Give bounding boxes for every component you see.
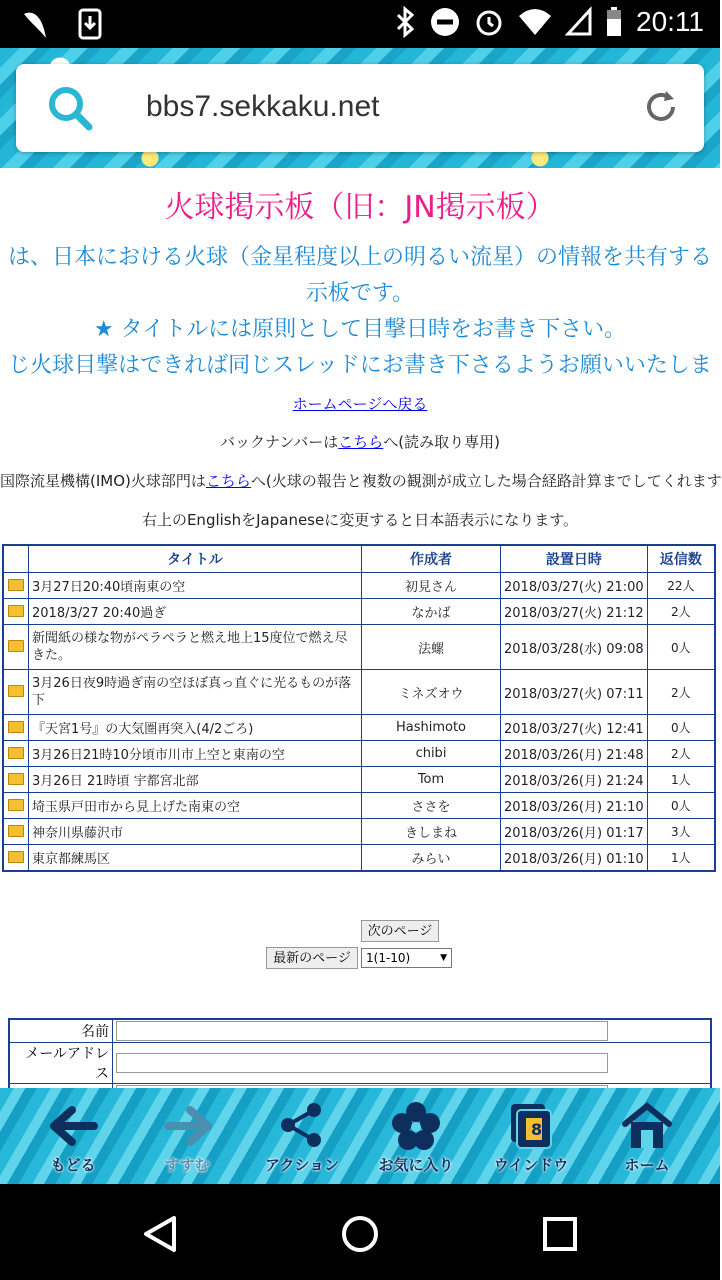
email-label: メールアドレス <box>9 1043 113 1084</box>
thread-title[interactable]: 3月26日21時10分頃市川市上空と東南の空 <box>29 741 362 767</box>
favorites-button[interactable] <box>361 1088 471 1184</box>
folder-icon <box>8 825 24 837</box>
imo-link[interactable]: こちら <box>205 472 251 490</box>
folder-icon <box>8 579 24 591</box>
backnumber-row <box>0 431 720 452</box>
thread-table <box>2 544 716 872</box>
backnumber-prefix: バックナンバーは <box>220 433 339 451</box>
header-date: 設置日時 <box>501 545 648 573</box>
thread-title[interactable]: 2018/3/27 20:40過ぎ <box>29 599 362 625</box>
folder-icon <box>8 851 24 863</box>
thread-author: 初見さん <box>362 573 501 599</box>
dropdown-arrow-icon: ▼ <box>440 953 447 963</box>
page-select[interactable] <box>361 948 452 968</box>
folder-icon-cell <box>3 845 29 872</box>
table-row[interactable] <box>3 819 715 845</box>
table-row[interactable] <box>3 793 715 819</box>
intro-line-2: 示板です。 <box>305 281 415 306</box>
battery-icon <box>606 7 622 37</box>
app-notification-icon <box>22 8 48 40</box>
form-row-name <box>9 1019 711 1043</box>
favorites-label: お気に入り <box>378 1156 454 1174</box>
forward-label: すすむ <box>164 1156 210 1174</box>
thread-replies: 2人 <box>647 741 715 767</box>
download-icon <box>78 8 102 40</box>
folder-icon-cell <box>3 819 29 845</box>
address-bar[interactable] <box>16 64 704 152</box>
home-label: ホーム <box>624 1156 670 1174</box>
thread-replies: 0人 <box>647 625 715 670</box>
folder-icon-cell <box>3 625 29 670</box>
thread-date: 2018/03/28(水) 09:08 <box>501 625 648 670</box>
table-row[interactable] <box>3 845 715 872</box>
window-count: 8 <box>531 1120 543 1139</box>
next-page-button[interactable]: 次のページ <box>361 920 439 942</box>
folder-icon-cell <box>3 715 29 741</box>
backnumber-link[interactable]: こちら <box>338 433 384 451</box>
bluetooth-icon <box>394 7 416 37</box>
email-input[interactable] <box>116 1053 608 1073</box>
home-link-row <box>0 393 720 414</box>
url-text[interactable]: bbs7.sekkaku.net <box>146 90 380 123</box>
forward-arrow-icon <box>164 1106 212 1146</box>
table-row[interactable] <box>3 599 715 625</box>
intro-line-4: じ火球目撃はできれば同じスレッドにお書き下さるようお願いいたしま <box>8 353 712 378</box>
table-row[interactable] <box>3 625 715 670</box>
action-button[interactable] <box>247 1088 357 1184</box>
folder-icon <box>8 799 24 811</box>
thread-date: 2018/03/26(月) 21:48 <box>501 741 648 767</box>
thread-author: きしまね <box>362 819 501 845</box>
page-title: 火球掲示板（旧：JN掲示板） <box>164 190 556 225</box>
folder-icon <box>8 605 24 617</box>
wifi-icon <box>518 8 552 36</box>
table-row[interactable] <box>3 741 715 767</box>
thread-author: 法螺 <box>362 625 501 670</box>
name-label: 名前 <box>9 1019 113 1043</box>
back-button[interactable] <box>18 1088 128 1184</box>
thread-replies: 0人 <box>647 715 715 741</box>
thread-author: ささを <box>362 793 501 819</box>
do-not-disturb-icon <box>430 7 460 37</box>
thread-title[interactable]: 東京都練馬区 <box>29 845 362 872</box>
folder-icon <box>8 747 24 759</box>
header-icon-col <box>3 545 29 573</box>
thread-replies: 3人 <box>647 819 715 845</box>
thread-title[interactable]: 新聞紙の様な物がペラペラと燃え地上15度位で燃え尽きた。 <box>29 625 362 670</box>
folder-icon-cell <box>3 599 29 625</box>
thread-title[interactable]: 神奈川県藤沢市 <box>29 819 362 845</box>
thread-date: 2018/03/26(月) 01:17 <box>501 819 648 845</box>
thread-replies: 1人 <box>647 767 715 793</box>
header-replies: 返信数 <box>647 545 715 573</box>
thread-author: chibi <box>362 741 501 767</box>
nav-home-icon[interactable] <box>340 1214 380 1254</box>
thread-title[interactable]: 3月26日 21時頃 宇都宮北部 <box>29 767 362 793</box>
page-select-value: 1(1-10) <box>366 951 411 965</box>
form-row-email <box>9 1043 711 1084</box>
browser-header <box>0 48 720 168</box>
back-arrow-icon <box>50 1106 98 1146</box>
imo-prefix: 国際流星機構(IMO)火球部門は <box>0 472 206 490</box>
name-input[interactable] <box>116 1021 608 1041</box>
folder-icon-cell <box>3 573 29 599</box>
language-note: 右上のEnglishをJapaneseに変更すると日本語表示になります。 <box>141 511 579 529</box>
windows-label: ウインドウ <box>493 1156 569 1174</box>
nav-back-icon[interactable] <box>140 1214 180 1254</box>
table-row[interactable] <box>3 715 715 741</box>
web-page <box>0 168 720 1088</box>
thread-replies: 1人 <box>647 845 715 872</box>
backnumber-suffix: へ(読み取り専用) <box>383 433 500 451</box>
thread-date: 2018/03/27(火) 21:12 <box>501 599 648 625</box>
thread-author: みらい <box>362 845 501 872</box>
folder-icon-cell <box>3 793 29 819</box>
status-time: 20:11 <box>636 6 704 37</box>
thread-title[interactable]: 3月27日20:40頃南東の空 <box>29 573 362 599</box>
search-icon[interactable] <box>46 84 94 132</box>
table-row[interactable] <box>3 573 715 599</box>
header-title: タイトル <box>29 545 362 573</box>
folder-icon-cell <box>3 670 29 715</box>
folder-icon <box>8 721 24 733</box>
intro-line-3: ★ タイトルには原則として目撃日時をお書き下さい。 <box>93 317 627 342</box>
thread-replies: 0人 <box>647 793 715 819</box>
home-page-link[interactable]: ホームページへ戻る <box>292 395 428 413</box>
thread-date: 2018/03/26(月) 21:10 <box>501 793 648 819</box>
thread-replies: 2人 <box>647 599 715 625</box>
windows-button[interactable] <box>476 1088 586 1184</box>
thread-date: 2018/03/27(火) 07:11 <box>501 670 648 715</box>
system-nav-bar <box>0 1184 720 1280</box>
share-icon <box>280 1102 324 1148</box>
home-button[interactable] <box>592 1088 702 1184</box>
reload-icon[interactable] <box>642 88 680 126</box>
thread-date: 2018/03/27(火) 12:41 <box>501 715 648 741</box>
latest-page-button[interactable]: 最新のページ <box>266 947 358 969</box>
table-row[interactable] <box>3 767 715 793</box>
folder-icon-cell <box>3 741 29 767</box>
folder-icon <box>8 773 24 785</box>
home-icon <box>621 1102 673 1150</box>
thread-author: なかば <box>362 599 501 625</box>
imo-suffix: へ(火球の報告と複数の観測が成立した場合経路計算までしてくれます <box>250 472 722 490</box>
folder-icon <box>8 640 24 652</box>
flower-icon <box>392 1102 440 1150</box>
thread-date: 2018/03/26(月) 21:24 <box>501 767 648 793</box>
thread-author: Hashimoto <box>362 715 501 741</box>
thread-title[interactable]: 埼玉県戸田市から見上げた南東の空 <box>29 793 362 819</box>
action-label: アクション <box>264 1156 340 1174</box>
thread-author: Tom <box>362 767 501 793</box>
thread-date: 2018/03/26(月) 01:10 <box>501 845 648 872</box>
status-bar <box>0 0 720 48</box>
folder-icon-cell <box>3 767 29 793</box>
imo-row <box>0 470 720 491</box>
thread-replies: 22人 <box>647 573 715 599</box>
alarm-icon <box>474 7 504 37</box>
browser-toolbar <box>0 1088 720 1184</box>
folder-icon <box>8 685 24 697</box>
thread-author: ミネズオウ <box>362 670 501 715</box>
back-label: もどる <box>50 1156 96 1174</box>
header-author: 作成者 <box>362 545 501 573</box>
intro-line-1: は、日本における火球（金星程度以上の明るい流星）の情報を共有する <box>7 245 712 270</box>
forward-button[interactable] <box>132 1088 242 1184</box>
thread-date: 2018/03/27(火) 21:00 <box>501 573 648 599</box>
nav-recents-icon[interactable] <box>542 1216 578 1252</box>
table-row[interactable] <box>3 670 715 715</box>
thread-title[interactable]: 3月26日夜9時過ぎ南の空ほぼ真っ直ぐに光るものが落下 <box>29 670 362 715</box>
table-header-row <box>3 545 715 573</box>
cell-signal-icon <box>566 8 592 36</box>
thread-title[interactable]: 『天宮1号』の大気圏再突入(4/2ごろ) <box>29 715 362 741</box>
thread-replies: 2人 <box>647 670 715 715</box>
